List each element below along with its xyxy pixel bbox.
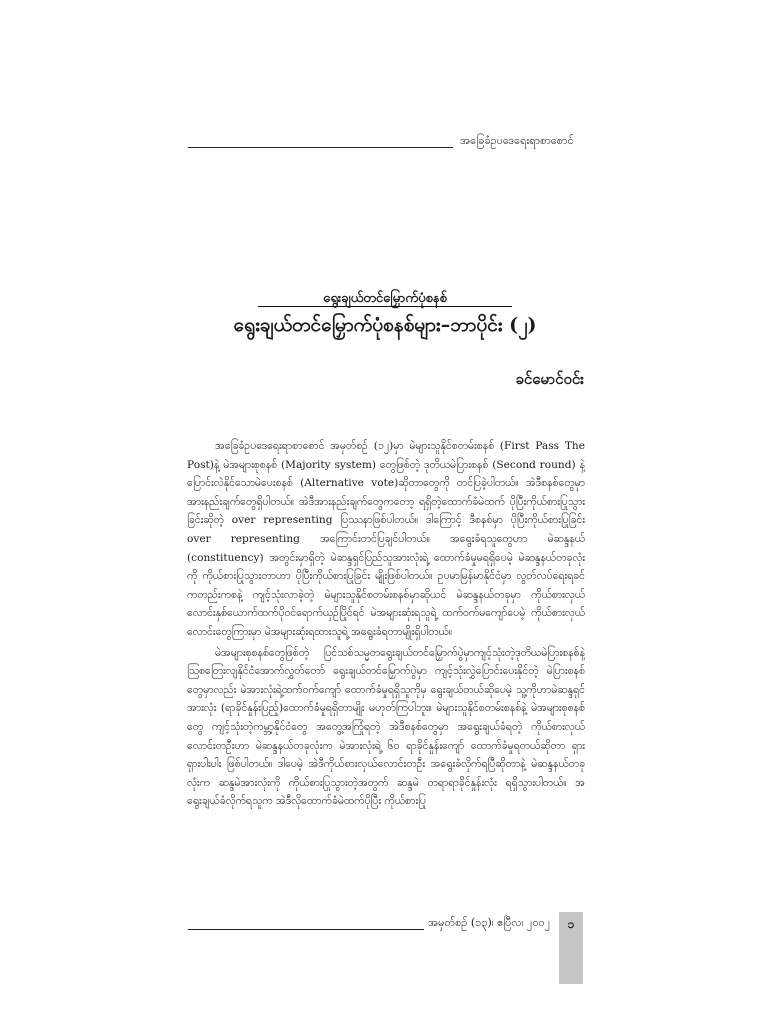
article-author: ခင်မောင်ဝင်း — [515, 370, 584, 388]
title-rule — [258, 306, 512, 307]
article-body — [187, 437, 585, 907]
footer-rule — [188, 929, 424, 930]
header-rule — [188, 147, 453, 148]
article-title: ရွေးချယ်တင်မြှောက်ပုံစနစ်များ–ဘာပိုင်း (၂) — [233, 314, 537, 336]
running-header-title: အခြေခံဥပဒေရေးရာစာစောင် — [460, 134, 574, 147]
body-paragraph-1: အခြေခံဥပဒေရေးရာစာစောင် အမှတ်စဉ် (၁၂)မှာ မဲများသူနိုင်စတမ်းစနစ် (First Pass The Post)နဲ့ မဲအများစုစနစ် (Majority system) တွေဖြစ်တဲ့ ဒုတိယမဲပြားစနစ် (Second round) နဲ့ ပြောင်းလဲနိုင်သောမဲပေးစနစ် (Alternative vote)ဆိုတာတွေကို တင်ပြခဲ့ပါတယ်။ အဲဒီစနစ်တွေမှာ အားနည်းချက်တွေရှိပါတယ်။ အဲဒီအားနည်းချက်တွေကတော့ ရရှိတဲ့ထောက်ခံမဲထက် ပိုပြီးကိုယ်စားပြုသွားခြင်းဆိုတဲ့ over representing ပြဿနာဖြစ်ပါတယ်။ ဒါကြောင့် ဒီစနစ်မှာ ပိုပြီးကိုယ်စားပြုခြင်း over representing အကြောင်းတင်ပြချင်ပါတယ်။ အရွေးခံရသူတွေဟာ မဲဆန္ဒနယ် (constituency) အတွင်းမှာရှိတဲ့ မဲဆန္ဒရှင်ပြည်သူအားလုံးရဲ့ ထောက်ခံမှုမရရှိပေမဲ့ မဲဆန္ဒနယ်တခုလုံးကို ကိုယ်စားပြုသွားတာဟာ ပိုပြီးကိုယ်စားပြုခြင်း မျိုးဖြစ်ပါတယ်။ ဥပမာမြန်မာနိုင်ငံမှာ လွတ်လပ်ရေးရခင်ကတည်းကစနဲ့ ကျင့်သုံးလာခဲ့တဲ့ မဲများသူနိုင်စတမ်းစနစ်မှာဆိုယင် မဲဆန္ဒနယ်တခုမှာ ကိုယ်စားလှယ်လောင်းနှစ်ယောက်ထက်ပိုဝင်ရောက်ယှဉ်ပြိုင်ရင် မဲအများဆုံးရသူရဲ့ ထက်ဝက်မကျော်ပေမဲ့ ကိုယ်စားလှယ်လောင်းတွေကြားမှာ မဲအများဆုံးရထားသူရဲ့ အရွေးခံရတာမျိုးရှိပါတယ်။ — [187, 440, 585, 638]
body-paragraph-2: မဲအများစုစနစ်တွေဖြစ်တဲ့ ပြင်သစ်သမ္မတရွေးချယ်တင်မြှောက်ပွဲမှာကျင့်သုံးတဲ့ဒုတိယမဲပြားစနစ်နဲ့ ဩစတြေးလျနိုင်ငံအောက်လွှတ်တော် ရွေးချယ်တင်မြှောက်ပွဲမှာ ကျင့်သုံးလွှဲပြောင်းပေးနိုင်တဲ့ မဲပြားစနစ်တွေမှာလည်း မဲအားလုံးရဲ့ထက်ဝက်ကျော် ထောက်ခံမှုရရှိသူကိုမှ ရွေးချယ်တယ်ဆိုပေမဲ့ သူ့ကိုဟာမဲဆန္ဒရှင်အားလုံး (ရာခိုင်နှုန်းပြည့်)ထောက်ခံမှုရရှိတာမျိုး မဟုတ်ကြပါဘူး။ မဲများသူနိုင်စတမ်းစနစ်နဲ့ မဲအများစုစနစ်တွေ ကျင့်သုံးတဲ့ကမ္ဘာ့နိုင်ငံတွေ အတွေ့အကြုံရတဲ့ အဲဒီစနစ်တွေမှာ အရွေးချယ်ခံရတဲ့ ကိုယ်စားလှယ်လောင်းတဦးဟာ မဲဆန္ဒနယ်တခုလုံးက မဲအားလုံးရဲ့ ၆၀ ရာခိုင်နှုန်းကျော် ထောက်ခံမှုရတယ်ဆိုတာ ရှားရှားပါးပါး ဖြစ်ပါတယ်။ ဒါပေမဲ့ အဲဒီကိုယ်စားလှယ်လောင်းတဦး အရွေးခံလိုက်ရပြီဆိုတာနဲ့ မဲဆန္ဒနယ်တခုလုံးက ဆန္ဒမဲအားလုံးကို ကိုယ်စားပြုသွားတဲ့အတွက် ဆန္ဒမဲ တရာရာခိုင်နှုန်းလုံး ရရှိသွားပါတယ်။ အရွေးချယ်ခံလိုက်ရသူက အဲဒီလိုထောက်ခံမဲထက်ပိုပြီး ကိုယ်စားပြု — [187, 646, 585, 808]
page-number-tab — [559, 912, 583, 984]
issue-info: အမှတ်စဉ် (၁၃)၊ ဧပြီလ၊ ၂၀၀၂ — [428, 916, 551, 929]
page-number: ၁ — [567, 917, 575, 931]
article-kicker: ရွေးချယ်တင်မြှောက်ပုံစနစ် — [323, 291, 447, 306]
